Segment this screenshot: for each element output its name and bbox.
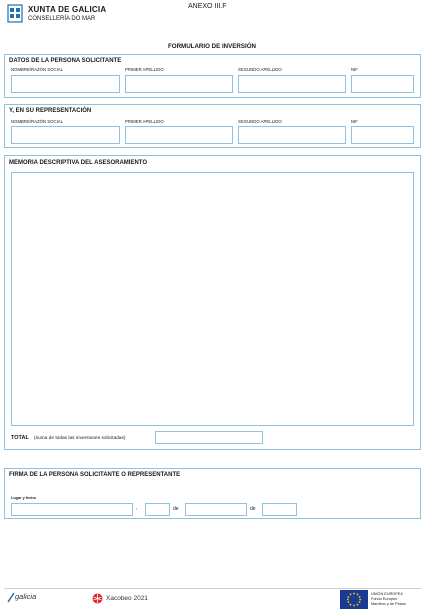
memoria-title: MEMORIA DESCRIPTIVA DEL ASESORAMIENTO [9,160,148,166]
representative-title: Y, EN SU REPRESENTACIÓN [9,108,92,114]
eu-line-3: Marítimo y de Pesca [371,602,406,606]
form-title: FORMULARIO DE INVERSIÓN [167,43,256,50]
memoria-section [4,155,421,450]
rep-name-field[interactable] [11,126,120,144]
eu-stars-icon [340,590,368,609]
day-field[interactable] [145,503,170,516]
applicant-section [4,54,421,98]
memoria-textarea[interactable] [11,172,414,426]
applicant-nif-label: NIF [351,67,358,72]
department-name: CONSELLERÍA DO MAR [28,16,96,22]
applicant-surname2-field[interactable] [238,75,346,93]
total-note: (suma de todas las inversiones solicitadas) [34,435,126,441]
applicant-surname1-label: PRIMER APELLIDO [125,67,164,72]
xacobeo-text: Xacobeo 2021 [106,594,148,602]
place-date-label: Lugar y fecha [11,496,36,500]
eu-line-1: UNIÓN EUROPEA [371,592,403,596]
applicant-nif-field[interactable] [351,75,414,93]
month-field[interactable] [185,503,247,516]
applicant-name-label: NOMBRE/RAZÓN SOCIAL [11,67,64,72]
year-field[interactable] [262,503,297,516]
eu-flag [340,590,368,609]
applicant-surname2-label: SEGUNDO APELLIDO [238,67,282,72]
de-separator-1: de [173,506,179,512]
eu-line-2: Fondo Europeo [371,597,398,601]
rep-nif-label: NIF [351,119,358,124]
applicant-title: DATOS DE LA PERSONA SOLICITANTE [9,58,122,64]
place-field[interactable] [11,503,133,516]
eu-text [371,592,406,607]
applicant-name-field[interactable] [11,75,120,93]
rep-surname1-field[interactable] [125,126,233,144]
xunta-name: XUNTA DE GALICIA [28,5,107,14]
comma-separator: , [136,505,138,511]
de-separator-2: de [250,506,256,512]
applicant-surname1-field[interactable] [125,75,233,93]
total-label: TOTAL [11,435,29,441]
rep-surname1-label: PRIMER APELLIDO [125,119,164,124]
signature-title: FIRMA DE LA PERSONA SOLICITANTE O REPRESENTANTE [9,472,181,478]
rep-name-label: NOMBRE/RAZÓN SOCIAL [11,119,64,124]
rep-nif-field[interactable] [351,126,414,144]
rep-surname2-label: SEGUNDO APELLIDO [238,119,282,124]
footer-divider [4,588,421,589]
galicia-wordmark: galicia [15,592,37,601]
signature-section [4,468,421,519]
xunta-logo [6,4,24,24]
representative-section [4,104,421,148]
rep-surname2-field[interactable] [238,126,346,144]
xunta-crest-icon [6,4,24,24]
annex-label: ANEXO III.F [188,3,227,10]
total-field[interactable] [155,431,263,444]
xacobeo-shell-icon [92,593,103,604]
